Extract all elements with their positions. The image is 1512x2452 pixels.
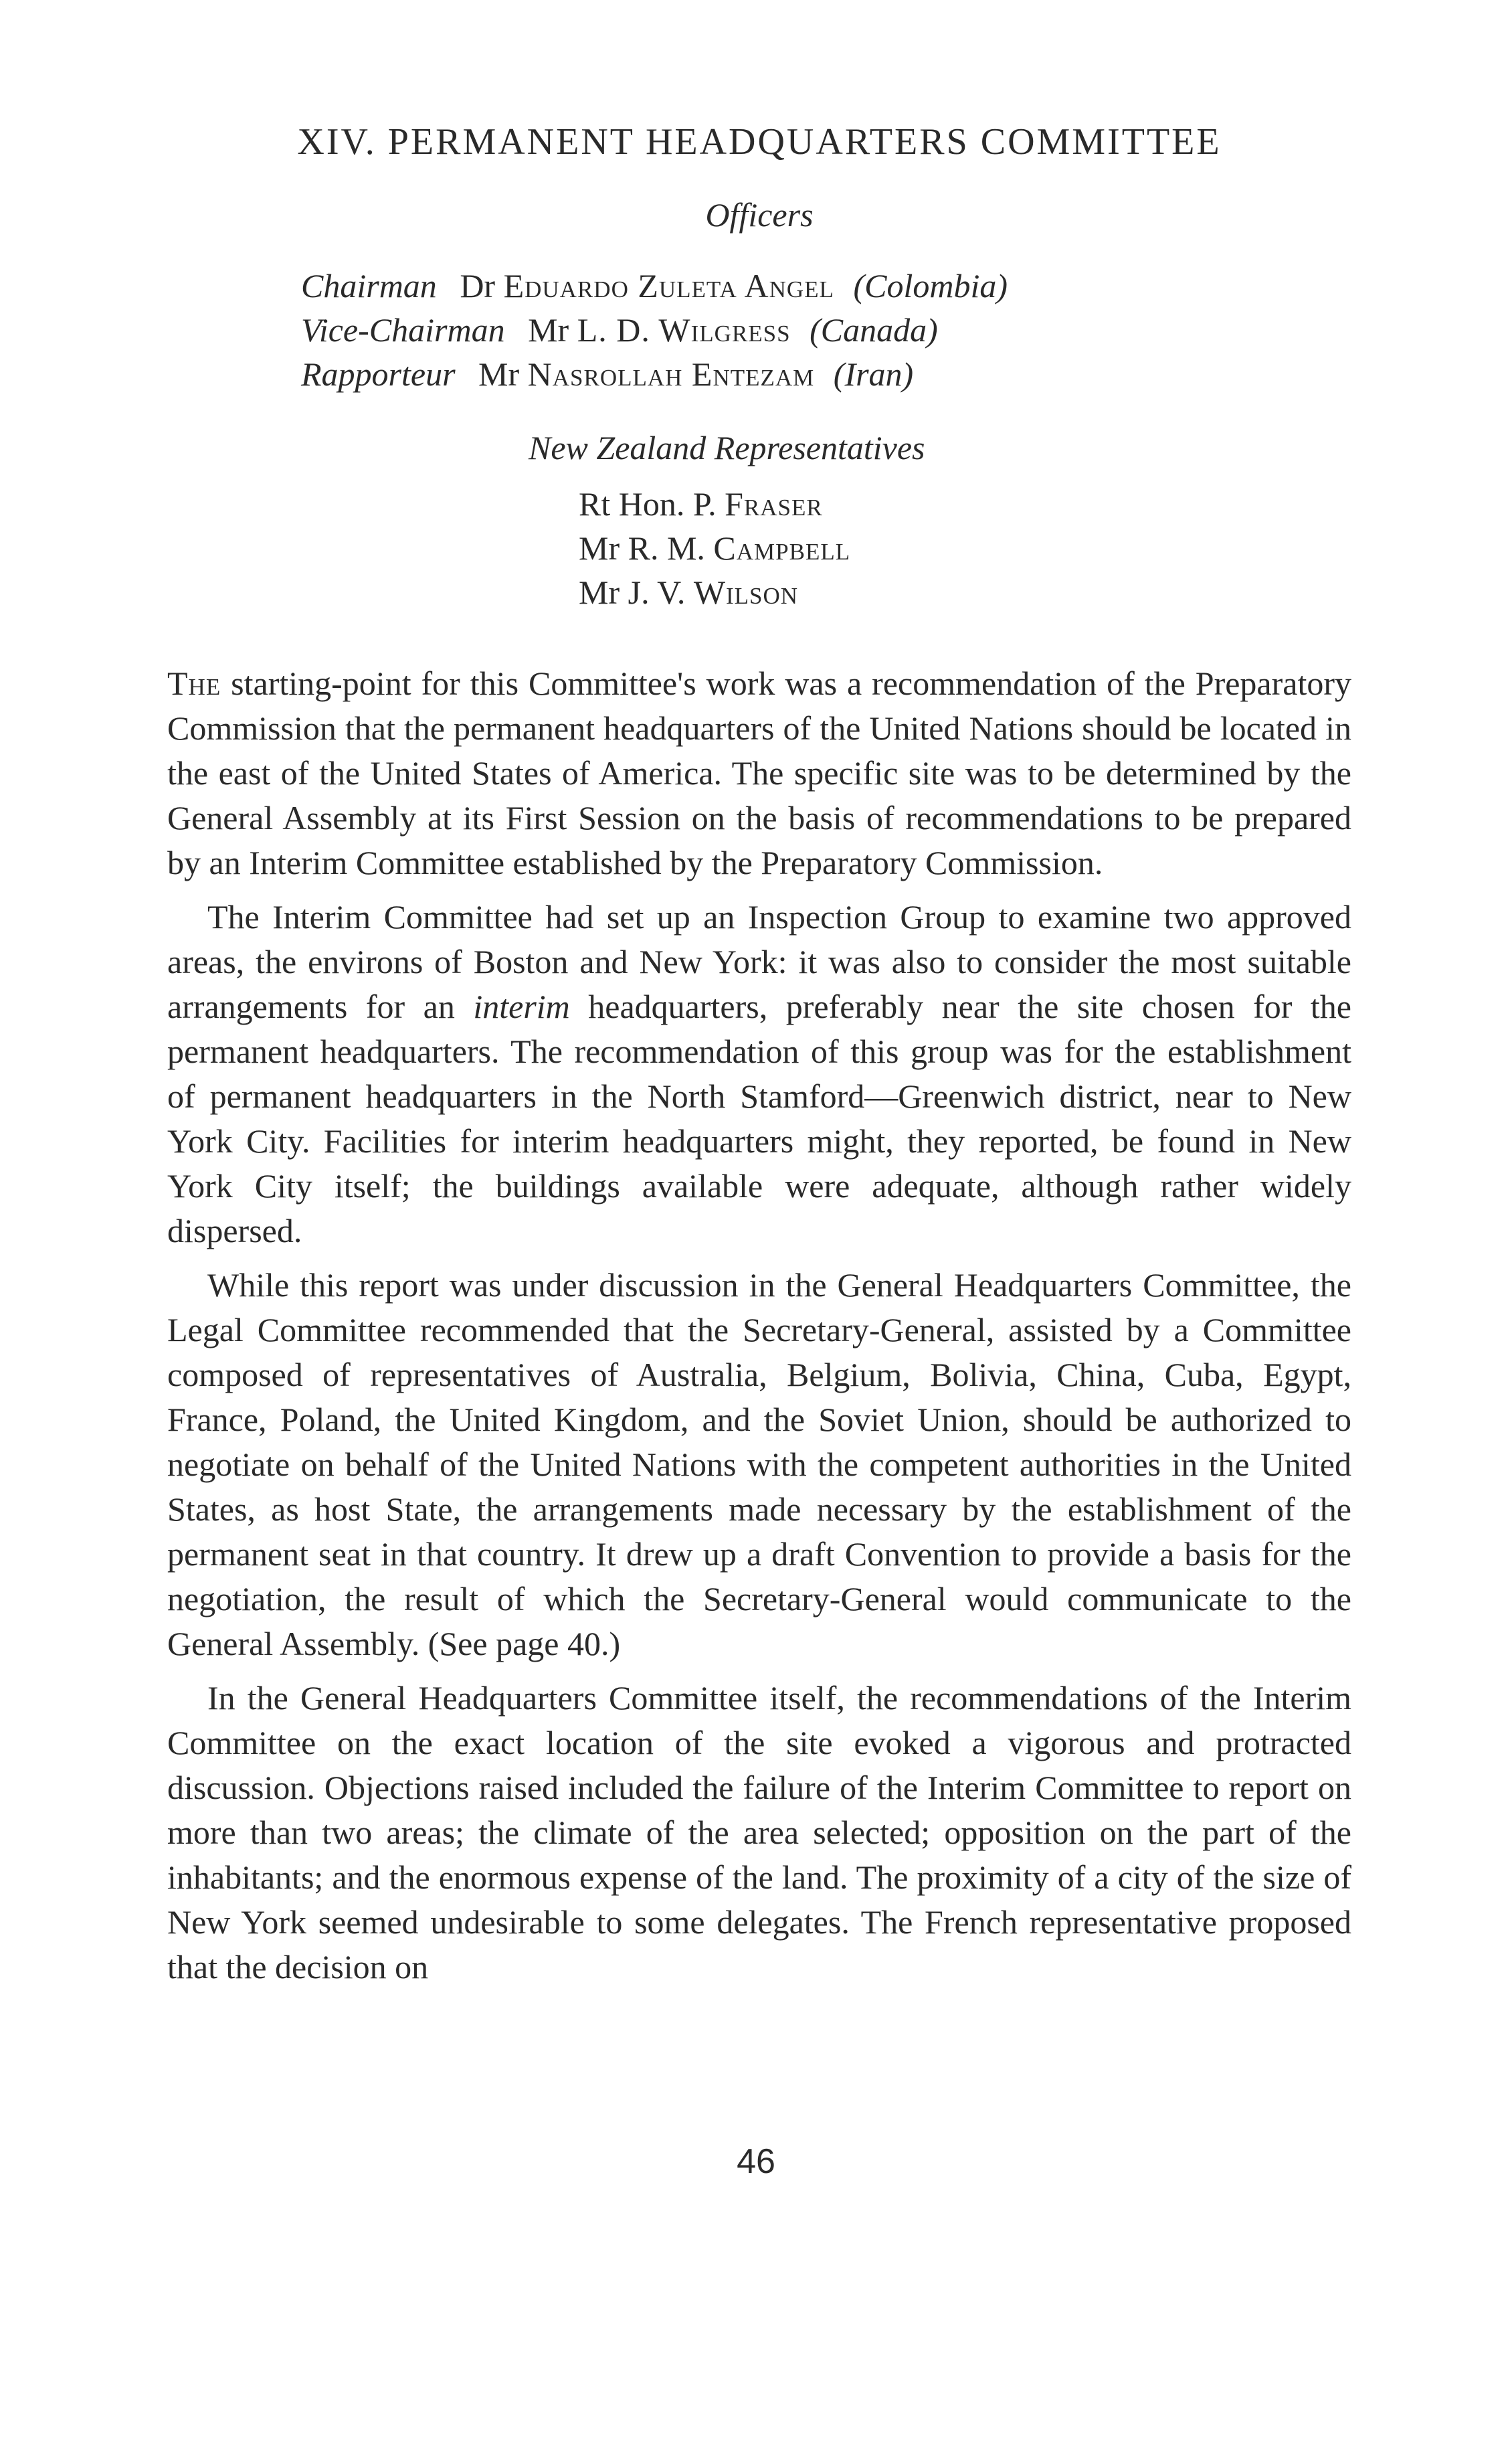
representatives-list bbox=[579, 482, 1351, 614]
officer-name: Eduardo Zuleta Angel bbox=[503, 267, 834, 304]
representatives-label: New Zealand Representatives bbox=[529, 429, 925, 466]
officer-country: (Iran) bbox=[833, 355, 914, 393]
officer-role: Vice-Chairman bbox=[301, 311, 505, 349]
officer-country: (Canada) bbox=[810, 311, 938, 349]
representative-title: Mr J. V. bbox=[579, 574, 686, 611]
officer-name: Nasrollah Entezam bbox=[527, 355, 815, 393]
representative bbox=[579, 482, 1351, 526]
paragraph-text: The Interim Committee had set up an Inspection Group to examine two approved areas, the environs of Boston and New York: it was also to consider the most suitable arrangements for an bbox=[167, 898, 1351, 1025]
officer-role: Chairman bbox=[301, 267, 437, 304]
paragraph-lead: The bbox=[167, 665, 221, 702]
officers-label: Officers bbox=[705, 196, 814, 234]
paragraph-3 bbox=[167, 1263, 1351, 1666]
representative-name: Fraser bbox=[725, 485, 823, 523]
page-number: 46 bbox=[737, 2142, 775, 2181]
page-heading: XIV. PERMANENT HEADQUARTERS COMMITTEE bbox=[297, 121, 1222, 163]
representative-title: Mr R. M. bbox=[579, 529, 705, 567]
officer-title: Dr bbox=[460, 267, 496, 304]
paragraph-text: headquarters, preferably near the site chosen for the permanent headquarters. The recommendation of this group was for the establishment of permanent headquarters in the North Stamford—Greenwich district, near to New York City. Facilities for interim headquarters might, they reported, be found in New York City itself; the buildings available were adequate, although rather widely dispersed. bbox=[167, 988, 1351, 1249]
representative-title: Rt Hon. P. bbox=[579, 485, 717, 523]
representative-name: Wilson bbox=[693, 574, 799, 611]
officer-vice-chairman bbox=[301, 308, 1351, 352]
paragraph-1 bbox=[167, 661, 1351, 885]
document-page bbox=[167, 120, 1351, 1999]
paragraph-text: While this report was under discussion in the General Headquarters Committee, the Legal Committee recommended that the Secretary-General, assisted by a Committee composed of representatives of Australia, Belgium, Bolivia, China, Cuba, Egypt, France, Poland, the United Kingdom, and the Soviet Union, should be authorized to negotiate on behalf of the United Nations with the competent authorities in the United States, as host State, the arrangements made necessary by the establishment of the permanent seat in that country. It drew up a draft Convention to provide a basis for the negotiation, the result of which the Secretary-General would communicate to the General Assembly. (See page 40.) bbox=[167, 1266, 1351, 1662]
officer-country: (Colombia) bbox=[853, 267, 1008, 304]
officer-title: Mr bbox=[478, 355, 520, 393]
officer-rapporteur bbox=[301, 352, 1351, 396]
officers-list bbox=[301, 264, 1351, 396]
representative bbox=[579, 570, 1351, 614]
paragraph-4 bbox=[167, 1676, 1351, 1990]
officer-title: Mr bbox=[528, 311, 569, 349]
paragraph-emphasis: interim bbox=[473, 988, 570, 1025]
paragraph-text: In the General Headquarters Committee itself, the recommendations of the Interim Committee on the exact location of the site evoked a vigorous and protracted discussion. Objections raised included the failure of the Interim Committee to report on more than two areas; the climate of the area selected; opposition on the part of the inhabitants; and the enormous expense of the land. The proximity of a city of the size of New York seemed undesirable to some delegates. The French representative proposed that the decision on bbox=[167, 1679, 1351, 1986]
representative bbox=[579, 526, 1351, 570]
officer-chairman bbox=[301, 264, 1351, 308]
paragraph-2 bbox=[167, 895, 1351, 1253]
officer-role: Rapporteur bbox=[301, 355, 456, 393]
paragraph-text: starting-point for this Committee's work was a recommendation of the Preparatory Commission that the permanent headquarters of the United Nations should be located in the east of the United States of America. The specific site was to be determined by the General Assembly at its First Session on the basis of recommendations to be prepared by an Interim Committee established by the Preparatory Commission. bbox=[167, 665, 1352, 881]
body-text bbox=[167, 661, 1351, 1990]
officer-name: L. D. Wilgress bbox=[577, 311, 791, 349]
representative-name: Campbell bbox=[713, 529, 851, 567]
